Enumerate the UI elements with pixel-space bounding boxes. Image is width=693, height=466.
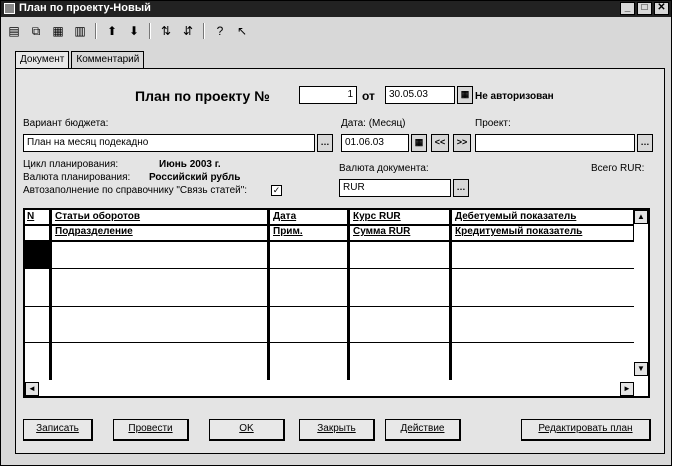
help-icon[interactable]: ?: [216, 24, 224, 38]
budget-label: Вариант бюджета:: [23, 118, 109, 129]
move-up-icon[interactable]: ⬆: [106, 24, 118, 38]
currency-value: Российский рубль: [149, 172, 241, 183]
action-button[interactable]: Действие: [385, 419, 461, 441]
scroll-up-icon[interactable]: ▲: [634, 210, 648, 224]
vertical-scrollbar[interactable]: [634, 210, 648, 396]
col-divider: [267, 210, 270, 380]
doc-currency-label: Валюта документа:: [339, 163, 429, 174]
budget-select-button[interactable]: …: [317, 134, 333, 152]
plan-table[interactable]: [23, 208, 650, 398]
close-button[interactable]: Закрыть: [299, 419, 375, 441]
copy-doc-icon[interactable]: ⧉: [31, 24, 41, 38]
maximize-button[interactable]: □: [637, 2, 652, 15]
window-title: План по проекту-Новый: [19, 2, 151, 14]
col-articles[interactable]: Статьи оборотов: [55, 211, 141, 222]
print-icon[interactable]: ▦: [52, 24, 64, 38]
calendar-icon[interactable]: ▦: [411, 134, 427, 152]
horizontal-scrollbar[interactable]: [25, 380, 648, 396]
ok-button[interactable]: OK: [209, 419, 285, 441]
month-field[interactable]: 01.06.03: [341, 134, 409, 152]
toolbar-separator: [203, 23, 205, 39]
doc-currency-field[interactable]: RUR: [339, 179, 451, 197]
table-icon[interactable]: ▥: [74, 24, 86, 38]
doc-currency-select-button[interactable]: …: [453, 179, 469, 197]
row-line: [25, 268, 634, 269]
sort-desc-icon[interactable]: ⇵: [182, 24, 194, 38]
autofill-checkbox[interactable]: ✓: [272, 185, 281, 195]
col-divider: [449, 210, 452, 380]
budget-field[interactable]: План на месяц подекадно: [23, 134, 315, 152]
project-label: Проект:: [475, 118, 511, 129]
row-line: [25, 306, 634, 307]
total-label: Всего RUR:: [591, 163, 645, 174]
status-label: Не авторизован: [475, 91, 554, 102]
col-n[interactable]: N: [27, 211, 35, 222]
sort-asc-icon[interactable]: ⇅: [160, 24, 172, 38]
tab-document[interactable]: Документ: [15, 51, 69, 69]
cycle-value: Июнь 2003 г.: [159, 159, 221, 170]
project-field[interactable]: [475, 134, 635, 152]
move-down-icon[interactable]: ⬇: [128, 24, 140, 38]
tab-strip: [15, 51, 146, 69]
pointer-help-icon[interactable]: ↖: [236, 24, 248, 38]
col-debit[interactable]: Дебетуемый показатель: [455, 211, 577, 222]
edit-plan-button[interactable]: Редактировать план: [521, 419, 651, 441]
col-note[interactable]: Прим.: [273, 226, 303, 237]
header-divider: [25, 224, 634, 226]
toolbar-separator: [95, 23, 97, 39]
scroll-right-icon[interactable]: ►: [620, 382, 634, 396]
from-label: от: [362, 89, 375, 103]
toolbar-separator: [149, 23, 151, 39]
cycle-label: Цикл планирования:: [23, 159, 119, 170]
scroll-down-icon[interactable]: ▼: [634, 362, 648, 376]
col-date[interactable]: Дата: [273, 211, 297, 222]
minimize-button[interactable]: _: [620, 2, 635, 15]
new-doc-icon[interactable]: ▤: [8, 24, 20, 38]
post-button[interactable]: Провести: [113, 419, 189, 441]
plan-number-field[interactable]: 1: [299, 86, 357, 104]
plan-title: План по проекту №: [135, 88, 270, 104]
next-month-button[interactable]: >>: [453, 134, 471, 152]
calendar-icon[interactable]: ▦: [457, 86, 473, 104]
header-bottom-line: [25, 240, 634, 242]
plan-date-field[interactable]: 30.05.03: [385, 86, 455, 104]
currency-label: Валюта планирования:: [23, 172, 131, 183]
col-department[interactable]: Подразделение: [55, 226, 133, 237]
scroll-left-icon[interactable]: ◄: [25, 382, 39, 396]
col-divider: [347, 210, 350, 380]
col-credit[interactable]: Кредитуемый показатель: [455, 226, 583, 237]
col-sum[interactable]: Сумма RUR: [353, 226, 411, 237]
title-bar: [1, 1, 671, 17]
close-window-button[interactable]: ✕: [654, 2, 669, 15]
tab-comment[interactable]: Комментарий: [71, 51, 144, 68]
col-divider: [49, 210, 52, 380]
row-selector[interactable]: [25, 242, 49, 268]
app-icon: [4, 3, 15, 14]
col-rate[interactable]: Курс RUR: [353, 211, 401, 222]
month-label: Дата: (Месяц): [341, 118, 406, 129]
record-button[interactable]: Записать: [23, 419, 93, 441]
row-line: [25, 342, 634, 343]
prev-month-button[interactable]: <<: [431, 134, 449, 152]
autofill-label: Автозаполнение по справочнику "Связь статей":: [23, 185, 248, 196]
project-select-button[interactable]: …: [637, 134, 653, 152]
toolbar: [5, 21, 251, 41]
